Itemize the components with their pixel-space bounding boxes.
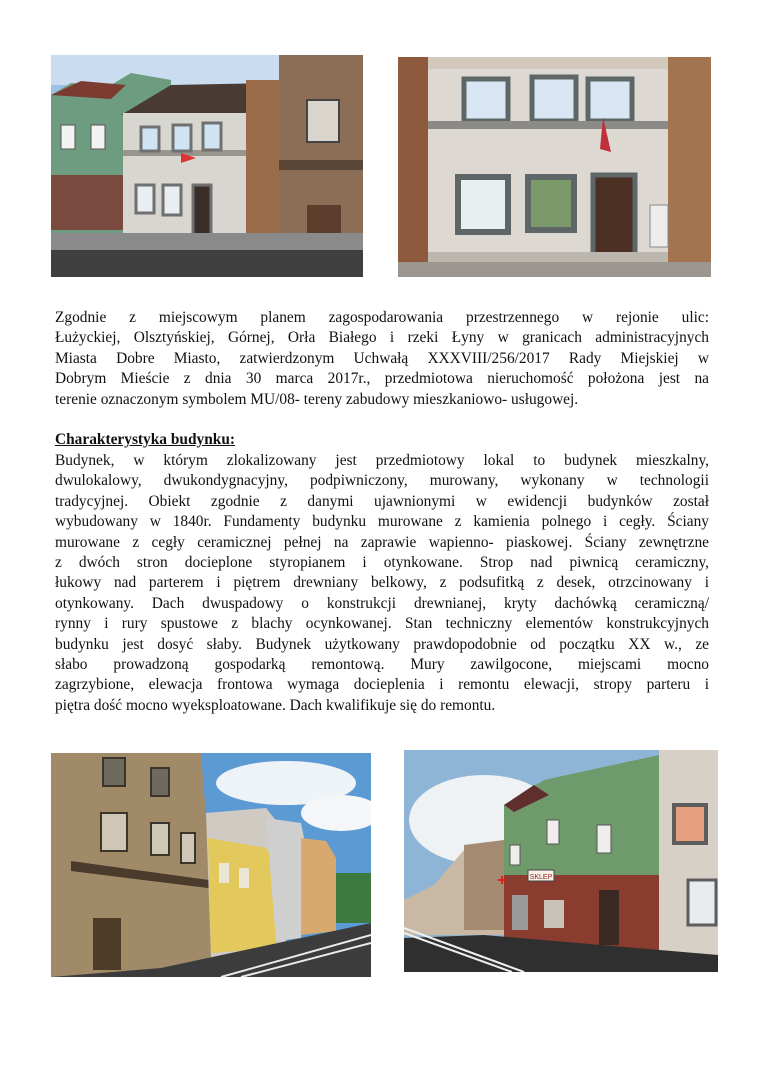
- text-line: piętra dość mocno wyeksploatowane. Dach kwalifikuje się do remontu.: [55, 696, 496, 714]
- text-line: rynny i rury spustowe z blachy ocynkowanej. Stan techniczny elementów konstrukcyjnych: [55, 615, 709, 633]
- section-heading: Charakterystyka budynku:: [55, 431, 236, 448]
- text-line: słabo prowadzoną gospodarką remontową. Mury zawilgocone, miejscami mocno: [55, 655, 709, 673]
- text-line: łukowy nad parterem i piętrem drewniany belkowy, z podsufitką z desek, otrzcinowany i: [55, 574, 709, 592]
- text-line: tradycyjnej. Obiekt zgodnie z danymi ujawnionymi w ewidencji budynków został: [55, 492, 709, 510]
- text-line: zagrzybione, elewacja frontowa wymaga docieplenia i remontu elewacji, stropy parteru i: [55, 676, 709, 694]
- text-line: murowane z cegły ceramicznej pełnej na zaprawie wapienno- piaskowej. Ściany zewnętrzne: [55, 533, 709, 551]
- text-line: dwulokalowy, dwukondygnacyjny, podpiwniczony, murowany, wykonany w technologii: [55, 472, 709, 490]
- text-line: Dobrym Mieście z dnia 30 marca 2017r., przedmiotowa nieruchomość położona jest na: [55, 370, 709, 388]
- text-line: z dwóch stron docieplone styropianem i otynkowane. Strop nad piwnicą ceramiczny,: [55, 553, 709, 571]
- building-description: [55, 451, 709, 716]
- text-line: terenie oznaczonym symbolem MU/08- tereny zabudowy mieszkaniowo- usługowej.: [55, 390, 579, 408]
- text-line: Budynek, w którym zlokalizowany jest przedmiotowy lokal to budynek mieszkalny,: [55, 452, 709, 469]
- text-line: Miasta Dobre Miasto, zatwierdzonym Uchwałą XXXVIII/256/2017 Rady Miejskiej w: [55, 349, 709, 367]
- zoning-paragraph: [55, 308, 709, 410]
- text-line: Łużyckiej, Olsztyńskiej, Górnej, Orła Białego i rzeki Łyny w granicach administracyjnych: [55, 329, 709, 347]
- text-line: Zgodnie z miejscowym planem zagospodarowania przestrzennego w rejonie ulic:: [55, 309, 709, 326]
- photo-street-perspective-left: [51, 753, 371, 977]
- text-line: otynkowany. Dach dwuspadowy o konstrukcji drewnianej, kryty dachówką ceramiczną/: [55, 594, 709, 612]
- text-line: wybudowany w 1840r. Fundamenty budynku murowane z kamienia polnego i cegły. Ściany: [55, 513, 709, 531]
- text-line: budynku jest dosyć słaby. Budynek użytkowany prawdopodobnie od początku XX w., ze: [55, 635, 709, 653]
- photo-building-facade: [398, 57, 711, 277]
- photo-street-row-houses: [51, 55, 363, 277]
- shop-sign-label: SKLEP: [529, 874, 553, 881]
- photo-street-perspective-right: [404, 750, 718, 972]
